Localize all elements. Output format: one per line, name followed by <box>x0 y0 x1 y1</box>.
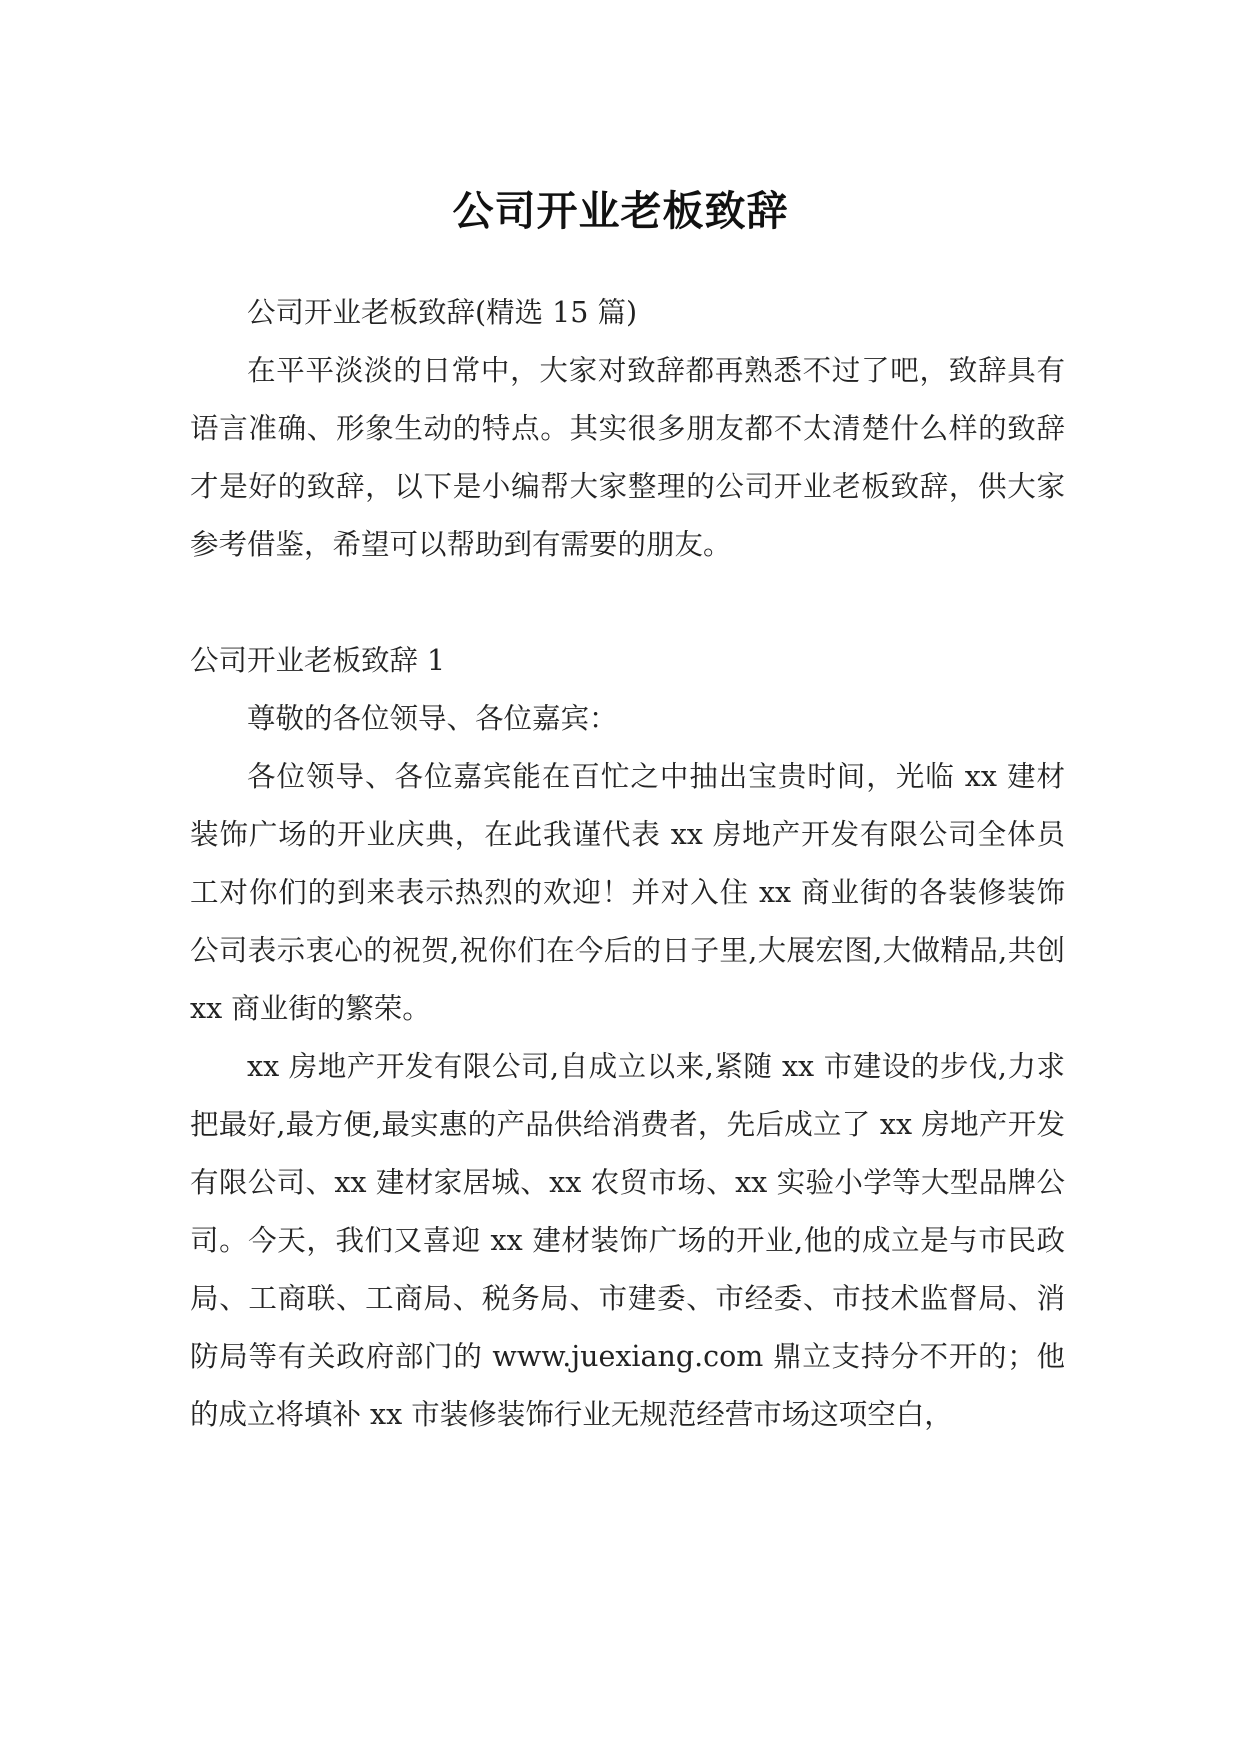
body-paragraph: xx 房地产开发有限公司,自成立以来,紧随 xx 市建设的步伐,力求把最好,最方便,最实惠的产品供给消费者，先后成立了 xx 房地产开发有限公司、xx 建材家居城、xx 农贸市场、xx 实验小学等大型品牌公司。今天，我们又喜迎 xx 建材装饰广场的开业,他的成立是与市民政局、工商联、工商局、税务局、市建委、市经委、市技术监督局、消防局等有关政府部门的 www.juexiang.com 鼎立支持分不开的；他的成立将填补 xx 市装修装饰行业无规范经营市场这项空白， <box>190 1050 1065 1431</box>
document-body <box>190 284 1065 1444</box>
intro-paragraph: 在平平淡淡的日常中，大家对致辞都再熟悉不过了吧，致辞具有语言准确、形象生动的特点。其实很多朋友都不太清楚什么样的致辞才是好的致辞，以下是小编帮大家整理的公司开业老板致辞，供大家参考借鉴，希望可以帮助到有需要的朋友。 <box>190 354 1065 561</box>
document-subtitle: 公司开业老板致辞(精选 15 篇) <box>247 296 638 329</box>
body-paragraph: 各位领导、各位嘉宾能在百忙之中抽出宝贵时间，光临 xx 建材装饰广场的开业庆典，在此我谨代表 xx 房地产开发有限公司全体员工对你们的到来表示热烈的欢迎！并对入住 xx 商业街的各装修装饰公司表示衷心的祝贺,祝你们在今后的日子里,大展宏图,大做精品,共创 xx 商业街的繁荣。 <box>190 760 1065 1025</box>
salutation: 尊敬的各位领导、各位嘉宾： <box>247 702 618 735</box>
document-title: 公司开业老板致辞 <box>452 187 789 236</box>
section-heading: 公司开业老板致辞 1 <box>190 644 446 677</box>
